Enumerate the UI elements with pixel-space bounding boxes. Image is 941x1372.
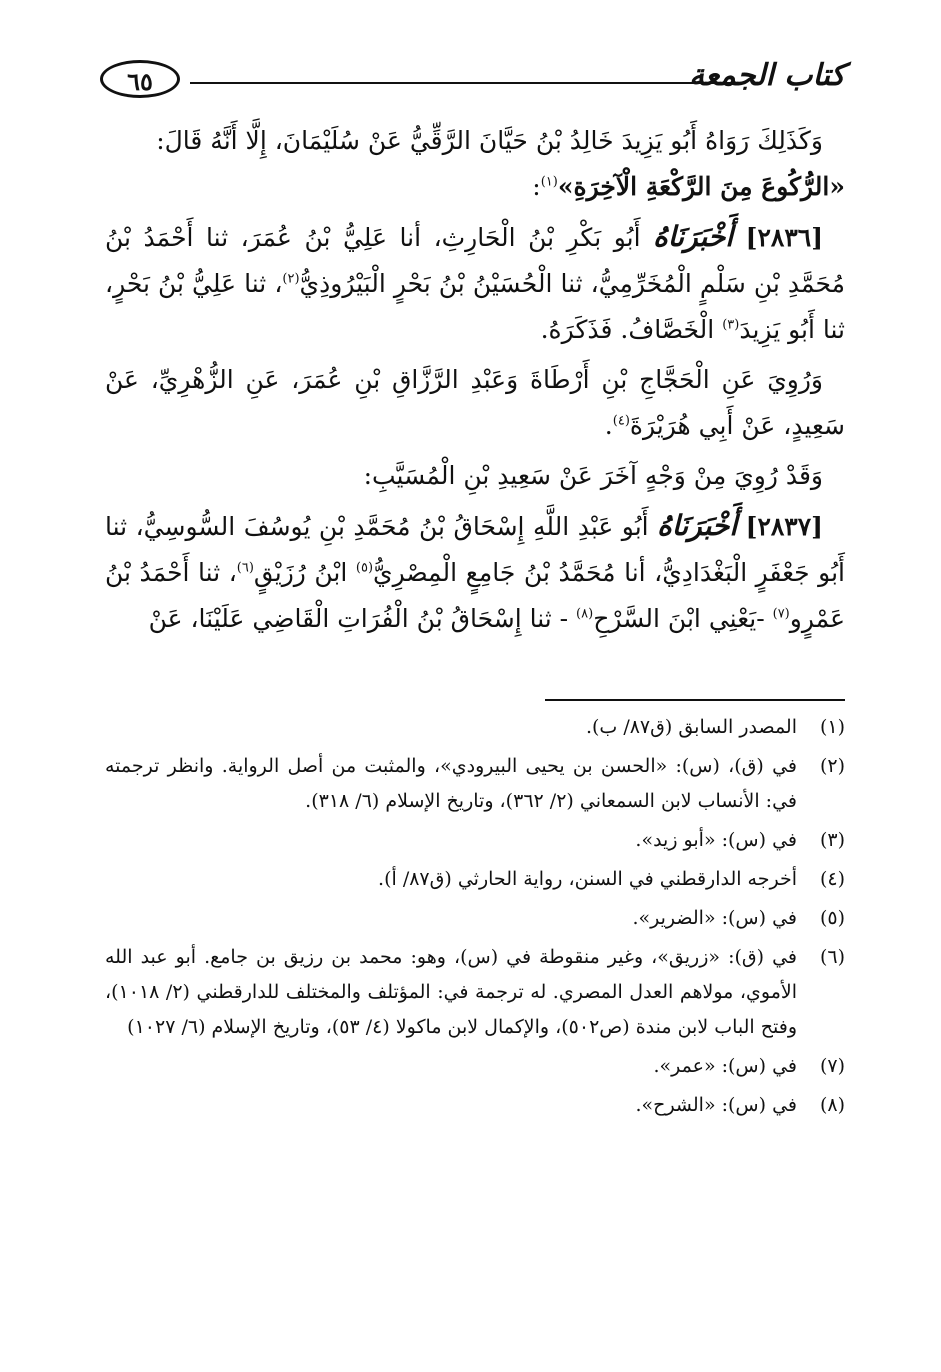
paragraph-3-text: وَقَدْ رُوِيَ مِنْ وَجْهٍ آخَرَ عَنْ سَعِيدِ بْنِ الْمُسَيَّبِ: <box>363 461 823 490</box>
narration-word: أَخْبَرَنَاهُ <box>653 220 734 253</box>
main-text <box>105 118 845 646</box>
footnote-ref-3: (٣) <box>722 317 740 333</box>
footnote <box>105 940 845 1045</box>
hadith-text-a: أَبُو عَبْدِ اللَّهِ إِسْحَاقُ بْنُ مُحَمَّدِ بْنِ يُوسُفَ السُّوسِيُّ، ثنا أَبُو جَعْفَرٍ الْبَغْدَادِيُّ، أنا مُحَمَّدُ بْنُ جَامِعٍ الْمِصْرِيُّ <box>105 512 845 587</box>
footnotes <box>105 710 845 1127</box>
footnote-ref-2: (٢) <box>282 271 300 287</box>
hadith-text-b: ، ثنا عَلِيُّ بْنُ بَحْرٍ، ثنا أَبُو يَزِيدَ <box>105 269 845 344</box>
footnote-number: (٨) <box>819 1094 845 1116</box>
footnote-separator <box>545 699 845 701</box>
page-header <box>100 56 845 106</box>
paragraph-1-text: وَكَذَلِكَ رَوَاهُ أَبُو يَزِيدَ خَالِدُ بْنُ حَيَّانَ الرَّقِّيُّ عَنْ سُلَيْمَانَ، إِلَّا أَنَّهُ قَالَ: <box>156 126 823 155</box>
footnote <box>105 749 845 819</box>
header-rule <box>190 82 733 84</box>
footnote-ref-5: (٥) <box>355 560 374 576</box>
book-title: كتاب الجمعة <box>689 58 845 93</box>
paragraph-1 <box>105 118 845 210</box>
footnote <box>105 862 845 897</box>
footnote-text: في (س): «الشرح». <box>635 1094 797 1116</box>
footnote-text: في (ق): «زريق»، وغير منقوطة في (س)، وهو: محمد بن رزيق بن جامع. أبو عبد الله الأموي، مولاهم العدل المصري. له ترجمة في: المؤتلف والمختلف للدارقطني (٢/ ١٠١٨)، وفتح الباب لابن مندة (ص٥٠٢)، والإكمال لابن ماكولا (٤/ ٥٣)، وتاريخ الإسلام (٦/ ١٠٢٧) <box>105 946 797 1038</box>
paragraph-1-end: : <box>532 172 541 201</box>
hadith-number: [٢٨٣٧] <box>745 512 824 541</box>
footnote-ref-4: (٤) <box>612 413 630 429</box>
footnote-number: (٥) <box>819 907 845 929</box>
footnote-number: (٦) <box>819 946 845 968</box>
hadith-number: [٢٨٣٦] <box>745 223 824 252</box>
footnote-number: (٧) <box>819 1055 845 1077</box>
hadith-text-a: أَبُو بَكْرِ بْنُ الْحَارِثِ، أنا عَلِيُّ بْنُ عُمَرَ، ثنا أَحْمَدُ بْنُ مُحَمَّدِ بْنِ سَلْمٍ الْمُخَرِّمِيُّ، ثنا الْحُسَيْنُ بْنُ بَحْرٍ الْبَيْرُوذِيُّ <box>105 223 846 298</box>
hadith-text-c: ، ثنا أَحْمَدُ بْنُ عَمْرٍو <box>105 558 845 633</box>
hadith-text-e: - ثنا إِسْحَاقُ بْنُ الْفُرَاتِ الْقَاضِي عَلَيْنَا، عَنْ <box>148 604 577 633</box>
paragraph-2-end: . <box>604 411 613 440</box>
footnote-ref-7: (٧) <box>772 606 790 622</box>
footnote-text: في (س): «الضرير». <box>632 907 797 929</box>
narration-word: أَخْبَرَنَاهُ <box>657 509 738 542</box>
footnote-text: المصدر السابق (ق٨٧/ ب). <box>585 716 797 738</box>
footnote <box>105 1049 845 1084</box>
hadith-2836 <box>105 214 845 353</box>
footnote-text: أخرجه الدارقطني في السنن، رواية الحارثي (ق٨٧/ أ). <box>378 868 797 890</box>
footnote-ref-6: (٦) <box>236 560 254 576</box>
footnote <box>105 901 845 936</box>
footnote-text: في (س): «عمر». <box>653 1055 797 1077</box>
footnote-number: (٣) <box>819 829 845 851</box>
footnote-text: في (س): «أبو زيد». <box>635 829 797 851</box>
hadith-2837 <box>105 503 845 642</box>
footnote-number: (١) <box>819 716 845 738</box>
hadith-text-d: -يَعْنِي ابْنَ السَّرْحِ <box>593 604 773 633</box>
footnote-number: (٢) <box>819 755 845 777</box>
paragraph-2-text: وَرُوِيَ عَنِ الْحَجَّاجِ بْنِ أَرْطَاةَ وَعَبْدِ الرَّزَّاقِ بْنِ عُمَرَ، عَنِ الزُّهْرِيِّ، عَنْ سَعِيدٍ، عَنْ أَبِي هُرَيْرَةَ <box>105 365 845 440</box>
paragraph-1-quote: «الرُّكُوعَ مِنَ الرَّكْعَةِ الْآخِرَةِ» <box>557 172 845 201</box>
footnote-ref-8: (٨) <box>576 606 594 622</box>
footnote-ref-1: (١) <box>540 174 558 190</box>
paragraph-3 <box>105 453 845 499</box>
paragraph-2 <box>105 357 845 449</box>
footnote <box>105 1088 845 1123</box>
page-number: ٦٥ <box>100 60 180 98</box>
footnote <box>105 710 845 745</box>
hadith-text-c: الْخَصَّافُ. فَذَكَرَهُ. <box>540 315 723 344</box>
footnote-number: (٤) <box>819 868 845 890</box>
footnote-text: في (ق)، (س): «الحسن بن يحيى البيرودي»، والمثبت من أصل الرواية. وانظر ترجمته في: الأنساب لابن السمعاني (٢/ ٣٦٢)، وتاريخ الإسلام (٦/ ٣١٨). <box>105 755 797 812</box>
hadith-text-b: ابْنُ رُزَيْقٍ <box>253 558 356 587</box>
footnote <box>105 823 845 858</box>
